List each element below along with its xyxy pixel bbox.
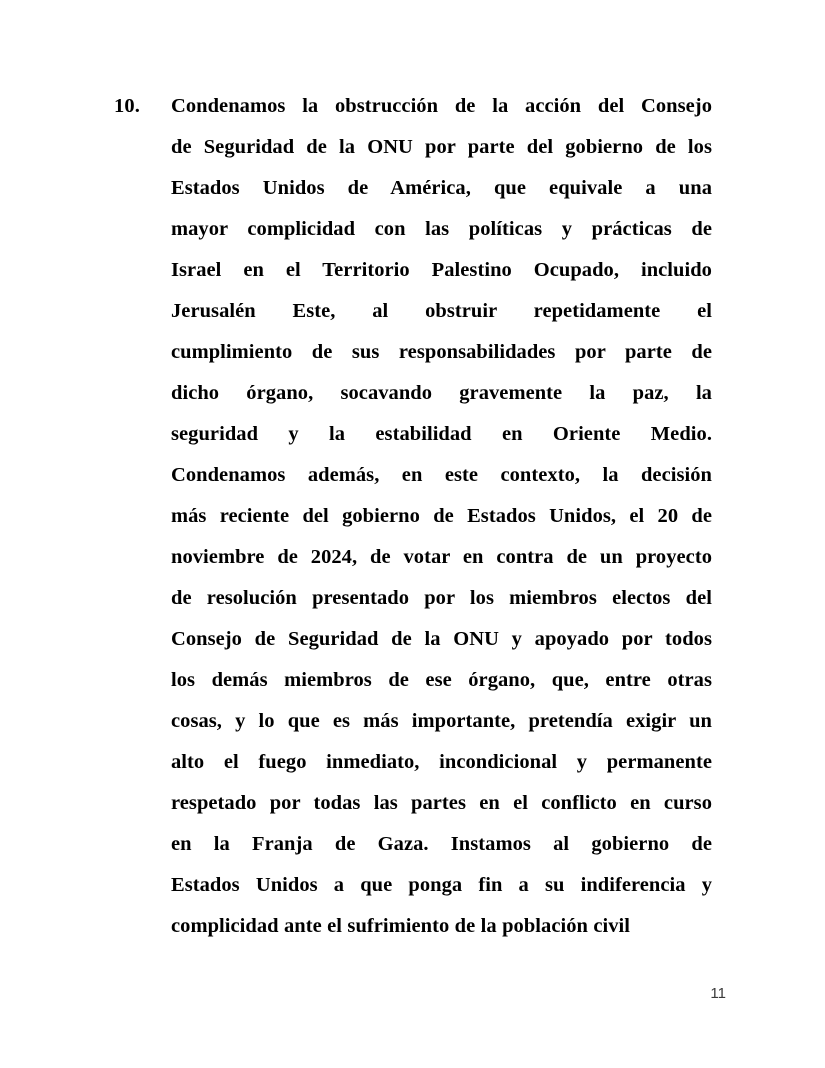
- text-line: Estados Unidos a que ponga fin a su indiferencia y: [171, 874, 712, 896]
- page-number: 11: [710, 985, 726, 1002]
- text-line: respetado por todas las partes en el conflicto en curso: [171, 792, 712, 814]
- text-line: los demás miembros de ese órgano, que, entre otras: [171, 669, 712, 691]
- text-line: en la Franja de Gaza. Instamos al gobierno de: [171, 833, 712, 855]
- clause-number-marker: 10.: [114, 95, 140, 117]
- text-line: Condenamos la obstrucción de la acción del Consejo: [171, 95, 712, 117]
- text-line: alto el fuego inmediato, incondicional y permanente: [171, 751, 712, 773]
- text-line: mayor complicidad con las políticas y prácticas de: [171, 218, 712, 240]
- numbered-clause-10: [114, 86, 712, 947]
- text-line: Consejo de Seguridad de la ONU y apoyado por todos: [171, 628, 712, 650]
- text-line: complicidad ante el sufrimiento de la población civil: [171, 915, 631, 937]
- text-line: cumplimiento de sus responsabilidades por parte de: [171, 341, 712, 363]
- text-line: Condenamos además, en este contexto, la decisión: [171, 464, 712, 486]
- clause-body-text: [171, 86, 712, 947]
- text-line: más reciente del gobierno de Estados Unidos, el 20 de: [171, 505, 712, 527]
- text-line: seguridad y la estabilidad en Oriente Medio.: [171, 423, 712, 445]
- text-line: Jerusalén Este, al obstruir repetidamente el: [171, 300, 712, 322]
- text-line: noviembre de 2024, de votar en contra de un proyecto: [171, 546, 712, 568]
- text-line: de Seguridad de la ONU por parte del gobierno de los: [171, 136, 712, 158]
- text-line: Estados Unidos de América, que equivale a una: [171, 177, 712, 199]
- text-line: cosas, y lo que es más importante, pretendía exigir un: [171, 710, 712, 732]
- text-line: Israel en el Territorio Palestino Ocupado, incluido: [171, 259, 712, 281]
- text-line: de resolución presentado por los miembros electos del: [171, 587, 712, 609]
- text-line: dicho órgano, socavando gravemente la paz, la: [171, 382, 712, 404]
